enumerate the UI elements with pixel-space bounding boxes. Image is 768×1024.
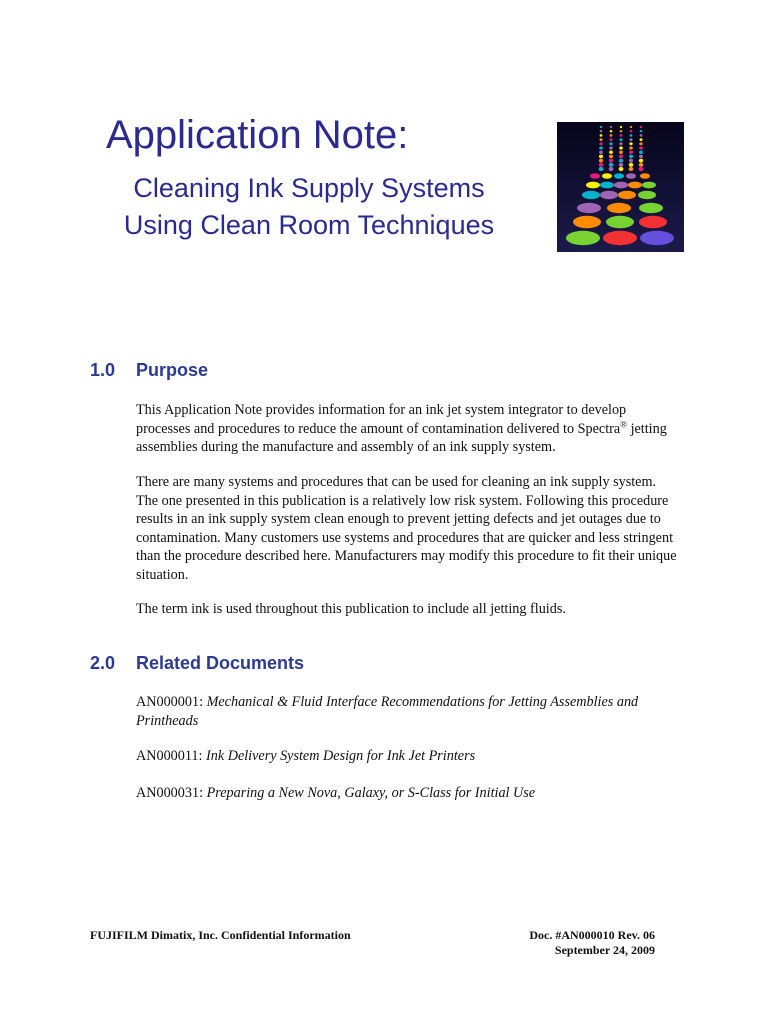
ink-dot	[609, 138, 612, 141]
footer-doc-info	[529, 928, 655, 958]
ink-dot	[619, 155, 623, 159]
ink-drop	[600, 182, 614, 189]
ink-drop	[577, 203, 601, 213]
paragraph-text-continued: jetting assemblies during the manufacture and assembly of an ink supply system.	[136, 420, 667, 455]
ink-dot	[640, 134, 643, 137]
document-id: AN000011	[136, 748, 199, 764]
section-number: 1.0	[90, 360, 116, 380]
page-subtitle	[94, 170, 524, 244]
ink-dot	[629, 167, 634, 171]
ink-dot	[600, 130, 603, 132]
ink-dot	[639, 159, 643, 163]
ink-dot	[609, 155, 613, 159]
ink-dot	[640, 130, 643, 132]
ink-drop	[640, 173, 650, 179]
ink-dot	[629, 142, 632, 145]
ink-dot	[620, 134, 623, 137]
related-document-item	[136, 693, 681, 730]
paragraph-text: This Application Note provides information for an ink jet system integrator to develop processes and procedures to reduce the amount of contamination delivered to Spectra	[136, 402, 627, 437]
subtitle-line-2: Using Clean Room Techniques	[123, 210, 495, 240]
ink-dot	[610, 134, 613, 137]
document-separator: :	[199, 785, 207, 801]
registered-mark: ®	[620, 418, 628, 429]
ink-dot	[600, 134, 603, 137]
ink-dot	[609, 159, 613, 163]
ink-dot	[600, 126, 602, 128]
ink-dot	[599, 163, 604, 167]
ink-dot	[639, 138, 642, 141]
document-separator: :	[199, 694, 207, 710]
ink-drop	[638, 191, 656, 199]
ink-drop	[602, 173, 612, 179]
document-title: Preparing a New Nova, Galaxy, or S-Class for Initial Use	[206, 785, 536, 801]
ink-drop	[639, 216, 667, 228]
ink-dot	[609, 142, 612, 145]
ink-dot	[609, 146, 613, 149]
related-document-item	[136, 747, 681, 766]
ink-drop	[582, 191, 600, 199]
page-title: Application Note:	[106, 113, 409, 157]
ink-dot	[619, 159, 623, 163]
related-document-item	[136, 784, 681, 803]
ink-dot	[639, 146, 643, 149]
ink-dot	[629, 151, 633, 154]
ink-dot	[639, 167, 644, 171]
ink-dot	[610, 126, 612, 128]
ink-drop	[586, 182, 600, 189]
ink-dot	[599, 138, 602, 141]
ink-dot	[619, 146, 623, 149]
ink-dot	[630, 134, 633, 137]
section-heading-related-documents	[90, 651, 304, 675]
document-id: AN000001	[136, 694, 200, 710]
ink-dot	[639, 142, 642, 145]
ink-drop	[618, 191, 636, 199]
ink-drop	[639, 203, 663, 213]
ink-dot	[599, 142, 602, 145]
footer-confidential: FUJIFILM Dimatix, Inc. Confidential Information	[90, 928, 351, 942]
section-title: Purpose	[136, 360, 209, 380]
subtitle-line-1: Cleaning Ink Supply Systems	[133, 173, 485, 203]
ink-dot	[609, 151, 613, 154]
ink-drop	[566, 231, 600, 245]
ink-drop	[606, 216, 634, 228]
ink-drop	[573, 216, 601, 228]
ink-drop	[590, 173, 600, 179]
ink-drop	[607, 203, 631, 213]
ink-dot	[620, 130, 623, 132]
ink-dot	[639, 163, 644, 167]
ink-dot	[599, 146, 603, 149]
ink-dot	[599, 155, 603, 159]
ink-dot	[640, 126, 642, 128]
ink-dot	[619, 151, 623, 154]
ink-dot	[629, 155, 633, 159]
ink-dot	[619, 142, 622, 145]
ink-dot	[609, 167, 614, 171]
document-separator: :	[198, 748, 207, 764]
ink-dot	[619, 138, 622, 141]
section-heading-purpose	[90, 358, 208, 382]
section-title: Related Documents	[136, 653, 305, 673]
ink-drop	[626, 173, 636, 179]
ink-dot	[599, 151, 603, 154]
purpose-paragraph-2: There are many systems and procedures that can be used for cleaning an ink supply system. The one presented in this publication is a relatively low risk system. Following this procedure results in an ink supply system clean enough to prevent jetting defects and jet outages due to contamination. Many customers use systems and procedures that are quicker and less stringent than the procedure described here. Manufacturers may modify this procedure to fit their unique situation.	[136, 474, 677, 583]
ink-dot	[629, 146, 633, 149]
ink-drop	[603, 231, 637, 245]
ink-drop	[628, 182, 642, 189]
ink-drop	[600, 191, 618, 199]
footer-date: September 24, 2009	[554, 943, 655, 957]
document-id: AN000031	[136, 785, 200, 801]
ink-dot	[620, 126, 622, 128]
ink-drops-logo-icon	[557, 122, 684, 252]
ink-dot	[630, 126, 632, 128]
ink-dot	[619, 167, 624, 171]
ink-dot	[629, 159, 633, 163]
purpose-paragraph-3: The term ink is used throughout this publication to include all jetting fluids.	[136, 601, 566, 617]
ink-dot	[630, 130, 633, 132]
ink-drop	[640, 231, 674, 245]
ink-dot	[639, 155, 643, 159]
ink-drop	[614, 173, 624, 179]
purpose-paragraph-1	[136, 401, 681, 457]
document-title: Mechanical & Fluid Interface Recommendations for Jetting Assemblies and Printheads	[136, 694, 639, 729]
ink-drop	[642, 182, 656, 189]
section-number: 2.0	[90, 653, 116, 673]
document-title: Ink Delivery System Design for Ink Jet Printers	[206, 748, 476, 764]
ink-dot	[599, 159, 603, 163]
ink-drop	[614, 182, 628, 189]
ink-dot	[629, 163, 634, 167]
ink-dot	[599, 167, 604, 171]
ink-dot	[619, 163, 624, 167]
footer-doc-number: Doc. #AN000010 Rev. 06	[529, 928, 655, 942]
ink-dot	[639, 151, 643, 154]
ink-dot	[609, 163, 614, 167]
ink-dot	[610, 130, 613, 132]
ink-dot	[629, 138, 632, 141]
